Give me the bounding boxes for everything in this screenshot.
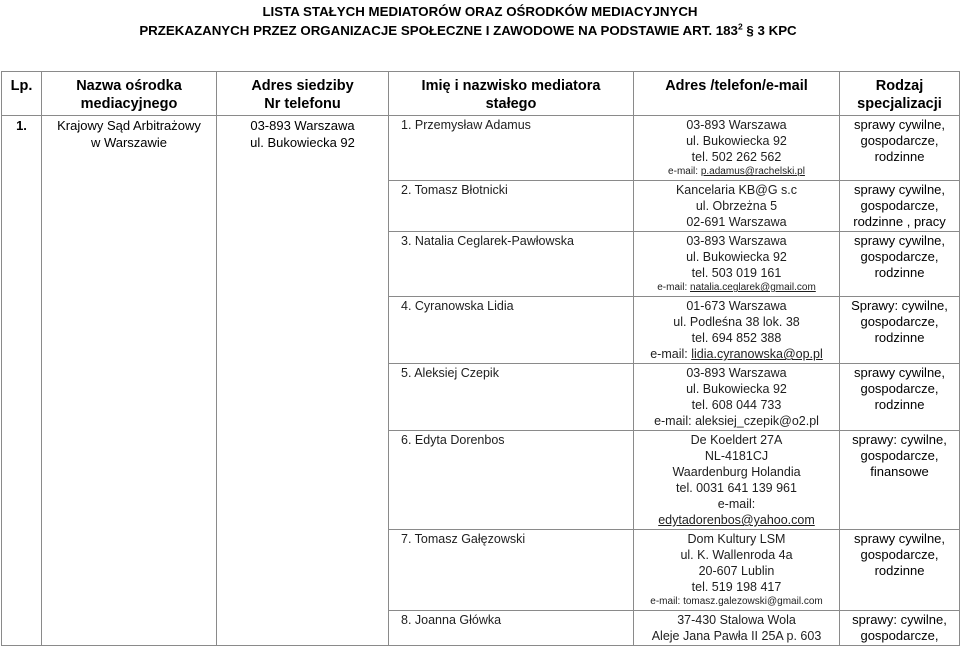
- email-label: e-mail:: [654, 414, 692, 428]
- header-line: Imię i nazwisko mediatora: [421, 78, 601, 94]
- specialization-line: sprawy cywilne,: [853, 117, 946, 132]
- address-line: De Koeldert 27A: [690, 433, 783, 447]
- header-line: stałego: [485, 96, 537, 112]
- specialization-line: gospodarcze,: [860, 249, 939, 264]
- mediator-contact: [634, 431, 840, 530]
- address-line: Waardenburg Holandia: [672, 465, 801, 479]
- phone: tel. 694 852 388: [691, 331, 782, 345]
- title-line-2: [0, 21, 960, 40]
- specialization-line: gospodarcze,: [860, 628, 939, 643]
- address-line: Aleje Jana Pawła II 25A p. 603: [651, 629, 822, 643]
- mediator-name: 6. Edyta Dorenbos: [389, 431, 634, 530]
- email-link[interactable]: lidia.cyranowska@op.pl: [691, 347, 823, 361]
- address-line: ul. Podleśna 38 lok. 38: [673, 315, 800, 329]
- email-label: e-mail:: [650, 596, 681, 607]
- specialization-line: rodzinne: [874, 149, 925, 164]
- specialization: [840, 181, 960, 232]
- email-label: e-mail:: [717, 497, 756, 511]
- phone: tel. 608 044 733: [691, 398, 782, 412]
- specialization-line: rodzinne: [874, 397, 925, 412]
- address-line: 03-893 Warszawa: [686, 234, 787, 248]
- phone: tel. 502 262 562: [691, 150, 782, 164]
- specialization-line: gospodarcze,: [860, 198, 939, 213]
- center-address-line: 03-893 Warszawa: [250, 118, 355, 133]
- header-line: Adres siedziby: [251, 78, 354, 94]
- address-line: NL-4181CJ: [704, 449, 769, 463]
- email-line: [638, 413, 835, 429]
- document-title: [0, 0, 960, 40]
- email-text: aleksiej_czepik@o2.pl: [695, 414, 819, 428]
- header-line: mediacyjnego: [80, 96, 178, 112]
- address-line: 03-893 Warszawa: [686, 118, 787, 132]
- address-line: ul. Bukowiecka 92: [686, 250, 787, 264]
- header-center-name: [42, 72, 217, 116]
- specialization-line: rodzinne: [874, 330, 925, 345]
- header-mediator-name: [389, 72, 634, 116]
- specialization-line: rodzinne , pracy: [853, 214, 946, 229]
- address-line: 01-673 Warszawa: [686, 299, 787, 313]
- specialization-line: sprawy cywilne,: [853, 531, 946, 546]
- specialization-line: rodzinne: [874, 563, 925, 578]
- mediator-row: [2, 116, 960, 181]
- address-line: 37-430 Stalowa Wola: [677, 613, 796, 627]
- specialization-line: sprawy cywilne,: [853, 233, 946, 248]
- specialization: [840, 431, 960, 530]
- email-link[interactable]: p.adamus@rachelski.pl: [700, 166, 805, 177]
- specialization: [840, 364, 960, 431]
- address-line: Dom Kultury LSM: [687, 532, 786, 546]
- mediator-name: 2. Tomasz Błotnicki: [389, 181, 634, 232]
- email-link[interactable]: edytadorenbos@yahoo.com: [658, 513, 815, 527]
- title-line-2-text: PRZEKAZANYCH PRZEZ ORGANIZACJE SPOŁECZNE I ZAWODOWE NA PODSTAWIE ART. 183: [139, 23, 738, 38]
- mediators-table: [1, 71, 960, 646]
- header-line: Nr telefonu: [264, 96, 341, 112]
- header-line: specjalizacji: [857, 96, 942, 112]
- center-lp: 1.: [2, 116, 42, 646]
- title-line-2-tail: § 3 KPC: [746, 23, 797, 38]
- email-label: e-mail:: [657, 282, 688, 293]
- header-line: Nazwa ośrodka: [76, 78, 182, 94]
- center-name-line: Krajowy Sąd Arbitrażowy: [57, 118, 201, 133]
- phone: tel. 519 198 417: [691, 580, 782, 594]
- header-mediator-contact: Adres /telefon/e-mail: [634, 72, 840, 116]
- mediator-contact: [634, 530, 840, 611]
- title-line-1: LISTA STAŁYCH MEDIATORÓW ORAZ OŚRODKÓW MEDIACYJNYCH: [262, 4, 698, 19]
- specialization-line: finansowe: [870, 464, 929, 479]
- mediator-contact: [634, 181, 840, 232]
- specialization-line: gospodarcze,: [860, 381, 939, 396]
- address-line: ul. Obrzeżna 5: [695, 199, 778, 213]
- email-line: [638, 281, 835, 295]
- specialization: [840, 116, 960, 181]
- specialization-line: Sprawy: cywilne,: [851, 298, 948, 313]
- mediator-name: 7. Tomasz Gałęzowski: [389, 530, 634, 611]
- mediator-name: 4. Cyranowska Lidia: [389, 297, 634, 364]
- mediator-contact: [634, 364, 840, 431]
- email-label: e-mail:: [650, 347, 688, 361]
- mediator-contact: [634, 232, 840, 297]
- email-link[interactable]: natalia.ceglarek@gmail.com: [690, 282, 816, 293]
- mediator-name: 3. Natalia Ceglarek-Pawłowska: [389, 232, 634, 297]
- specialization: [840, 611, 960, 646]
- header-line: Rodzaj: [875, 78, 924, 94]
- header-row: [2, 72, 960, 116]
- specialization-line: sprawy: cywilne,: [852, 432, 947, 447]
- address-line: ul. Bukowiecka 92: [686, 382, 787, 396]
- phone: tel. 0031 641 139 961: [676, 481, 797, 495]
- specialization: [840, 297, 960, 364]
- address-line: ul. Bukowiecka 92: [686, 134, 787, 148]
- title-superscript: 2: [737, 21, 743, 32]
- email-text: tomasz.galezowski@gmail.com: [683, 596, 823, 607]
- center-name-line: w Warszawie: [90, 135, 168, 150]
- address-line: 02-691 Warszawa: [686, 215, 787, 229]
- email-label: e-mail:: [668, 166, 699, 177]
- address-line: 20-607 Lublin: [698, 564, 775, 578]
- address-line: ul. K. Wallenroda 4a: [680, 548, 793, 562]
- mediator-name: 5. Aleksiej Czepik: [389, 364, 634, 431]
- email-line: [638, 165, 835, 179]
- email-line: [638, 595, 835, 609]
- address-line: 03-893 Warszawa: [686, 366, 787, 380]
- mediator-name: 1. Przemysław Adamus: [389, 116, 634, 181]
- specialization-line: gospodarcze,: [860, 547, 939, 562]
- email-line: [638, 346, 835, 362]
- specialization-line: rodzinne: [874, 265, 925, 280]
- phone: tel. 503 019 161: [691, 266, 782, 280]
- address-line: Kancelaria KB@G s.c: [675, 183, 798, 197]
- header-specialization: [840, 72, 960, 116]
- center-address-line: ul. Bukowiecka 92: [250, 135, 355, 150]
- specialization: [840, 530, 960, 611]
- center-name: [42, 116, 217, 646]
- specialization: [840, 232, 960, 297]
- mediator-contact: [634, 116, 840, 181]
- specialization-line: gospodarcze,: [860, 448, 939, 463]
- specialization-line: sprawy cywilne,: [853, 365, 946, 380]
- specialization-line: sprawy cywilne,: [853, 182, 946, 197]
- mediator-contact: [634, 611, 840, 646]
- header-center-address: [217, 72, 389, 116]
- specialization-line: gospodarcze,: [860, 314, 939, 329]
- specialization-line: gospodarcze,: [860, 133, 939, 148]
- header-lp: Lp.: [2, 72, 42, 116]
- mediator-name: 8. Joanna Główka: [389, 611, 634, 646]
- center-address: [217, 116, 389, 646]
- email-line: [638, 512, 835, 528]
- mediator-contact: [634, 297, 840, 364]
- specialization-line: sprawy: cywilne,: [852, 612, 947, 627]
